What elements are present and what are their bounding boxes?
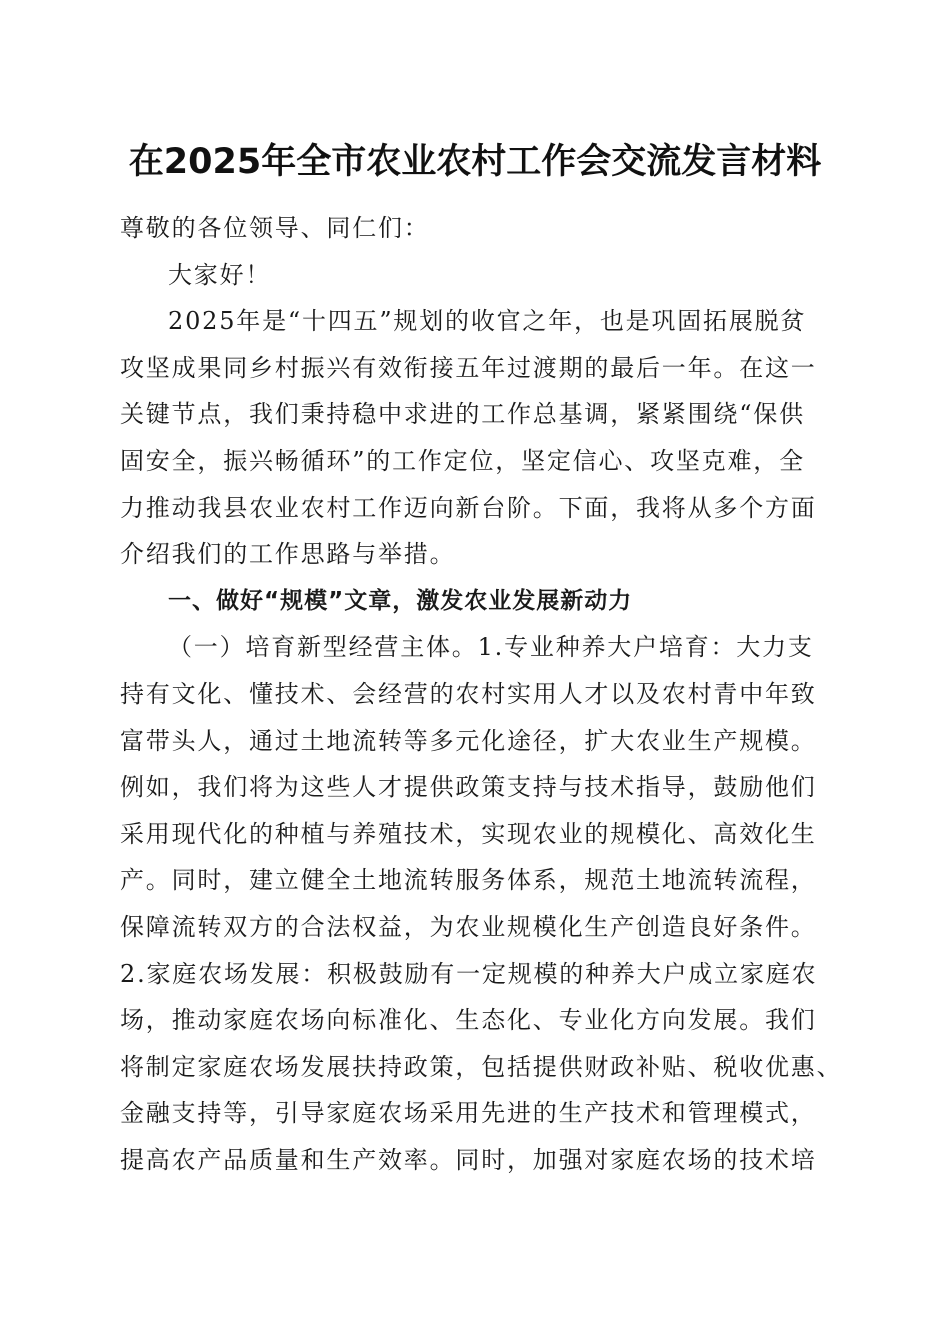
document-title: 在2025年全市农业农村工作会交流发言材料 [128,142,822,182]
text-line: 大家好！ [168,260,272,289]
section-heading: 一、做好“规模”文章，激发农业发展新动力 [168,587,633,614]
text-line: 金融支持等，引导家庭农场采用先进的生产技术和管理模式， [120,1099,817,1128]
document-body [120,205,843,1183]
text-line: 持有文化、懂技术、会经营的农村实用人才以及农村青中年致 [120,679,817,708]
text-line: 介绍我们的工作思路与举措。 [120,540,456,569]
text-line: 固安全，振兴畅循环”的工作定位，坚定信心、攻坚克难，全 [120,446,805,475]
text-line: 力推动我县农业农村工作迈向新台阶。下面，我将从多个方面 [120,493,817,522]
text-line: 2025年是“十四五”规划的收官之年，也是巩固拓展脱贫 [168,307,807,336]
text-line: 保障流转双方的合法权益，为农业规模化生产创造良好条件。 [120,912,817,941]
text-line: 尊敬的各位领导、同仁们： [120,214,430,242]
text-line: 将制定家庭农场发展扶持政策，包括提供财政补贴、税收优惠、 [120,1052,843,1081]
text-line: 提高农产品质量和生产效率。同时，加强对家庭农场的技术培 [120,1145,817,1174]
text-line: 采用现代化的种植与养殖技术，实现农业的规模化、高效化生 [120,819,817,848]
text-line: 产。同时，建立健全土地流转服务体系，规范土地流转流程， [120,866,817,895]
text-line: 2.家庭农场发展：积极鼓励有一定规模的种养大户成立家庭农 [120,959,818,988]
text-line: 例如，我们将为这些人才提供政策支持与技术指导，鼓励他们 [120,773,817,802]
text-line: 场，推动家庭农场向标准化、生态化、专业化方向发展。我们 [120,1006,817,1035]
text-line: 攻坚成果同乡村振兴有效衔接五年过渡期的最后一年。在这一 [120,353,817,382]
text-line: （一）培育新型经营主体。1.专业种养大户培育：大力支 [168,633,814,662]
text-line: 富带头人，通过土地流转等多元化途径，扩大农业生产规模。 [120,726,817,755]
text-line: 关键节点，我们秉持稳中求进的工作总基调，紧紧围绕“保供 [120,400,805,429]
